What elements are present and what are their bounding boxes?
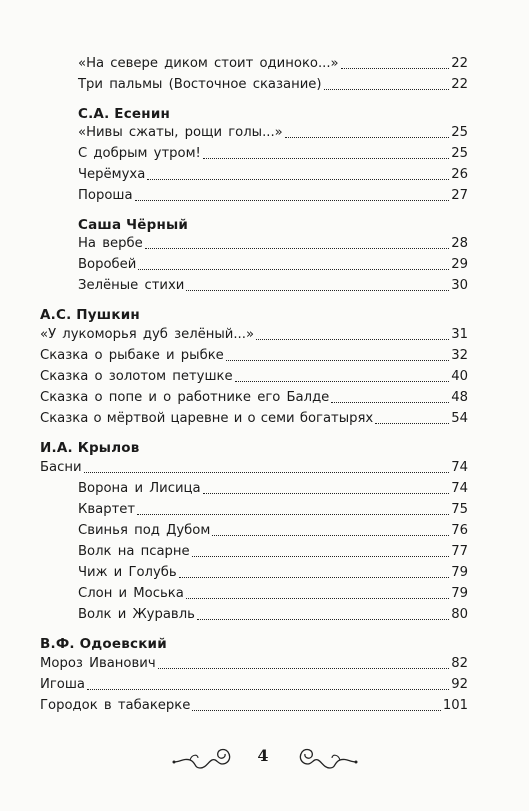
toc-entry-page: 29: [451, 257, 468, 272]
leader-dots: [147, 179, 449, 180]
toc-entry-page: 79: [451, 565, 468, 580]
leader-dots: [158, 668, 450, 669]
toc-entry[interactable]: [40, 655, 468, 672]
toc-entry-page: 74: [451, 481, 468, 496]
leader-dots: [84, 472, 450, 473]
toc-entry-page: 30: [451, 278, 468, 293]
toc-entry-page: 27: [451, 188, 468, 203]
toc-entry-title: Слон и Моська: [78, 586, 184, 601]
toc-entry-title: На вербе: [78, 236, 143, 251]
toc-entry-title: Городок в табакерке: [40, 698, 191, 713]
toc-entry[interactable]: [78, 543, 468, 560]
leader-dots: [203, 493, 450, 494]
toc-entry[interactable]: [40, 389, 468, 406]
leader-dots: [341, 68, 450, 69]
leader-dots: [331, 402, 449, 403]
toc-entry-title: Сказка о золотом петушке: [40, 369, 233, 384]
toc-entry-title: Басни: [40, 460, 82, 475]
toc-entry[interactable]: [40, 697, 468, 714]
toc-entry-page: 28: [451, 236, 468, 251]
toc-entry-title: Волк на псарне: [78, 544, 190, 559]
toc-entry-title: Ворона и Лисица: [78, 481, 201, 496]
toc-entry[interactable]: [40, 368, 468, 385]
toc-entry-title: Свинья под Дубом: [78, 523, 211, 538]
right-ornament-icon: [292, 744, 358, 774]
toc-entry[interactable]: [78, 522, 468, 539]
leader-dots: [186, 290, 449, 291]
toc-entry-title: Волк и Журавль: [78, 607, 195, 622]
toc-entry[interactable]: [78, 501, 468, 518]
toc-entry-title: Сказка о мёртвой царевне и о семи богатырях: [40, 411, 374, 426]
toc-entry-page: 26: [451, 167, 468, 182]
toc-entry-title: Черёмуха: [78, 167, 146, 182]
toc-entry[interactable]: [78, 124, 468, 141]
toc-entry-page: 80: [451, 607, 468, 622]
toc-entry[interactable]: [40, 676, 468, 693]
toc-entry[interactable]: [40, 347, 468, 364]
leader-dots: [137, 514, 449, 515]
leader-dots: [135, 200, 450, 201]
toc-entry-page: 25: [451, 146, 468, 161]
toc-entry[interactable]: [78, 564, 468, 581]
toc-entry[interactable]: [78, 585, 468, 602]
leader-dots: [138, 269, 449, 270]
leader-dots: [235, 381, 450, 382]
leader-dots: [256, 339, 449, 340]
toc-entry-page: 74: [451, 460, 468, 475]
leader-dots: [186, 598, 449, 599]
toc-entry[interactable]: [40, 326, 468, 343]
toc-entry-page: 32: [451, 348, 468, 363]
toc-entry-page: 48: [451, 390, 468, 405]
toc-entry-title: Чиж и Голубь: [78, 565, 177, 580]
toc-entry-page: 76: [451, 523, 468, 538]
leader-dots: [197, 619, 449, 620]
toc-entry-title: Воробей: [78, 257, 137, 272]
toc-entry-page: 22: [451, 56, 468, 71]
leader-dots: [179, 577, 450, 578]
leader-dots: [324, 89, 450, 90]
author-heading: И.А. Крылов: [40, 440, 140, 456]
leader-dots: [145, 248, 450, 249]
leader-dots: [192, 710, 440, 711]
toc-entry[interactable]: [78, 55, 468, 72]
toc-entry[interactable]: [78, 187, 468, 204]
toc-entry[interactable]: [78, 145, 468, 162]
toc-entry-page: 92: [451, 677, 468, 692]
toc-entry-title: Квартет: [78, 502, 136, 517]
toc-entry-title: Сказка о рыбаке и рыбке: [40, 348, 224, 363]
toc-entry-title: «У лукоморья дуб зелёный...»: [40, 327, 255, 342]
toc-entry-page: 54: [451, 411, 468, 426]
leader-dots: [203, 158, 449, 159]
toc-entry[interactable]: [78, 256, 468, 273]
toc-entry-title: С добрым утром!: [78, 146, 201, 161]
leader-dots: [375, 423, 449, 424]
toc-entry[interactable]: [78, 480, 468, 497]
toc-entry-title: Игоша: [40, 677, 86, 692]
toc-entry-title: Три пальмы (Восточное сказание): [78, 77, 322, 92]
toc-entry-page: 40: [451, 369, 468, 384]
author-heading: В.Ф. Одоевский: [40, 636, 167, 652]
toc-entry[interactable]: [78, 606, 468, 623]
leader-dots: [192, 556, 450, 557]
toc-entry[interactable]: [40, 459, 468, 476]
author-heading: А.С. Пушкин: [40, 307, 140, 323]
leader-dots: [226, 360, 449, 361]
toc-entry-title: «Нивы сжаты, рощи голы...»: [78, 125, 283, 140]
left-ornament-icon: [172, 744, 238, 774]
toc-entry-page: 79: [451, 586, 468, 601]
toc-entry[interactable]: [78, 235, 468, 252]
page-number: 4: [257, 746, 269, 765]
leader-dots: [212, 535, 449, 536]
toc-entry-title: Сказка о попе и о работнике его Балде: [40, 390, 330, 405]
toc-entry[interactable]: [78, 76, 468, 93]
toc-entry-title: Зелёные стихи: [78, 278, 185, 293]
toc-entry-page: 25: [451, 125, 468, 140]
toc-entry-title: Мороз Иванович: [40, 656, 156, 671]
toc-entry-page: 31: [451, 327, 468, 342]
toc-entry-page: 75: [451, 502, 468, 517]
toc-entry-title: «На севере диком стоит одиноко...»: [78, 56, 339, 71]
toc-entry-page: 82: [451, 656, 468, 671]
toc-entry-title: Пороша: [78, 188, 133, 203]
page-footer: [0, 744, 529, 774]
toc-entry[interactable]: [78, 277, 468, 294]
author-heading: С.А. Есенин: [78, 106, 171, 122]
toc-entry-page: 101: [442, 698, 468, 713]
leader-dots: [87, 689, 449, 690]
toc-entry-page: 22: [451, 77, 468, 92]
author-heading: Саша Чёрный: [78, 217, 189, 233]
toc-entry[interactable]: [78, 166, 468, 183]
leader-dots: [285, 137, 449, 138]
toc-entry[interactable]: [40, 410, 468, 427]
toc-entry-page: 77: [451, 544, 468, 559]
